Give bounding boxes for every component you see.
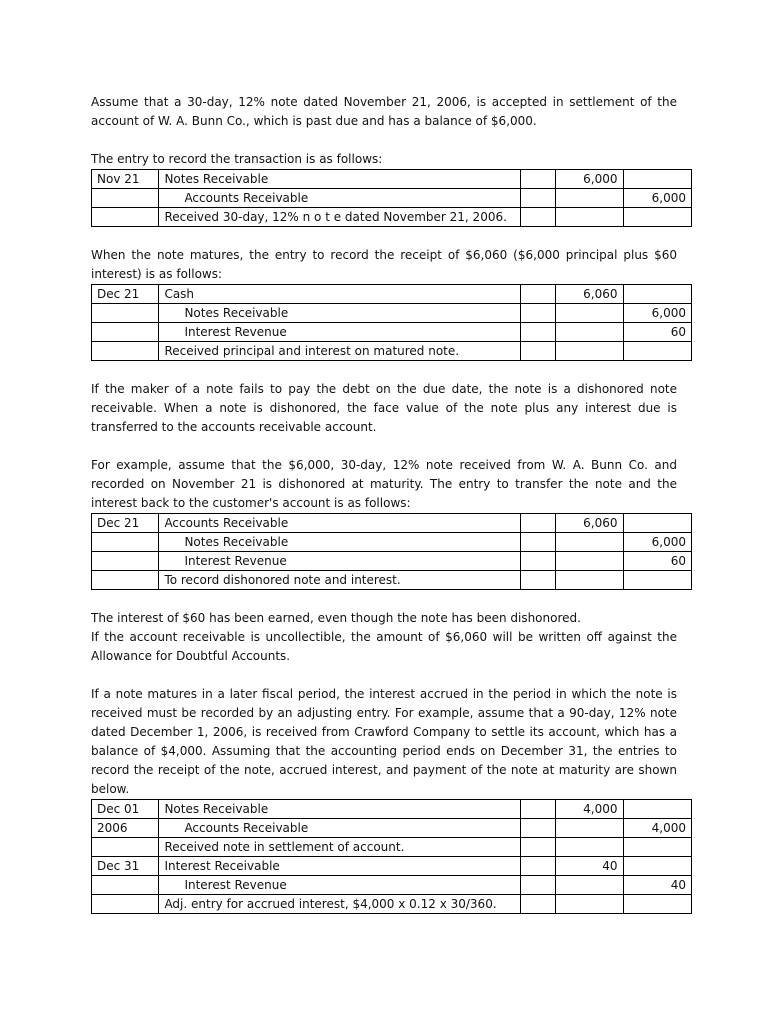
interest-earned-text: The interest of $60 has been earned, even though the note has been dishonored. — [91, 611, 581, 625]
account-cell: Accounts Receivable — [159, 514, 520, 533]
journal-table-note-matured — [91, 284, 692, 361]
debit-cell: 6,000 — [556, 170, 623, 189]
credit-cell: 6,000 — [623, 533, 691, 552]
credit-cell — [623, 800, 691, 819]
ref-cell — [520, 323, 555, 342]
account-cell: Interest Revenue — [159, 876, 520, 895]
credit-cell: 6,000 — [623, 304, 691, 323]
date-cell: Dec 31 — [92, 857, 159, 876]
explanation-cell: Received note in settlement of account. — [159, 838, 520, 857]
ref-cell — [520, 552, 555, 571]
table-row — [92, 895, 692, 914]
ref-cell — [520, 514, 555, 533]
table-row — [92, 819, 692, 838]
credit-cell: 40 — [623, 876, 691, 895]
explanation-cell: Received 30-day, 12% n o t e dated November 21, 2006. — [159, 208, 520, 227]
debit-cell — [556, 304, 623, 323]
date-cell — [92, 838, 159, 857]
credit-cell — [623, 342, 691, 361]
table-row — [92, 342, 692, 361]
account-cell: Interest Revenue — [159, 323, 520, 342]
table-row — [92, 533, 692, 552]
table-row — [92, 876, 692, 895]
ref-cell — [520, 571, 555, 590]
table-row — [92, 208, 692, 227]
account-cell: Interest Revenue — [159, 552, 520, 571]
account-cell: Notes Receivable — [159, 800, 520, 819]
explanation-cell: Received principal and interest on matured note. — [159, 342, 520, 361]
example-paragraph: For example, assume that the $6,000, 30-day, 12% note received from W. A. Bunn Co. and recorded on November 21 is dishonored at maturity. The entry to transfer the note and the interest back to the customer's account is as follows: — [91, 458, 677, 510]
credit-cell — [623, 285, 691, 304]
later-period-paragraph: If a note matures in a later fiscal period, the interest accrued in the period in which the note is received must be recorded by an adjusting entry. For example, assume that a 90-day, 12% note dated December 1, 2006, is received from Crawford Company to settle its account, which has a balance of $4,000. Assuming that the accounting period ends on December 31, the entries to record the receipt of the note, accrued interest, and payment of the note at maturity are shown below. — [91, 687, 677, 796]
table-row — [92, 514, 692, 533]
ref-cell — [520, 189, 555, 208]
ref-cell — [520, 170, 555, 189]
account-cell: Accounts Receivable — [159, 189, 520, 208]
table-row — [92, 857, 692, 876]
date-cell — [92, 552, 159, 571]
debit-cell — [556, 895, 623, 914]
debit-cell — [556, 208, 623, 227]
credit-cell — [623, 838, 691, 857]
debit-cell: 4,000 — [556, 800, 623, 819]
date-cell — [92, 189, 159, 208]
debit-cell — [556, 571, 623, 590]
uncollectible-paragraph: If the account receivable is uncollectible, the amount of $6,060 will be written off against the Allowance for Doubtful Accounts. — [91, 630, 677, 663]
intro-paragraph: Assume that a 30-day, 12% note dated November 21, 2006, is accepted in settlement of the account of W. A. Bunn Co., which is past due and has a balance of $6,000. — [91, 95, 677, 128]
debit-cell — [556, 876, 623, 895]
table-row — [92, 189, 692, 208]
ref-cell — [520, 800, 555, 819]
table-row — [92, 323, 692, 342]
debit-cell: 6,060 — [556, 514, 623, 533]
ref-cell — [520, 838, 555, 857]
debit-cell: 40 — [556, 857, 623, 876]
date-cell — [92, 876, 159, 895]
ref-cell — [520, 895, 555, 914]
ref-cell — [520, 285, 555, 304]
account-cell: Notes Receivable — [159, 533, 520, 552]
debit-cell — [556, 323, 623, 342]
credit-cell — [623, 170, 691, 189]
credit-cell: 60 — [623, 552, 691, 571]
debit-cell: 6,060 — [556, 285, 623, 304]
date-cell — [92, 304, 159, 323]
table-row — [92, 571, 692, 590]
maturity-paragraph: When the note matures, the entry to record the receipt of $6,060 ($6,000 principal plus $60 interest) is as follows: — [91, 248, 677, 281]
date-cell — [92, 533, 159, 552]
ref-cell — [520, 304, 555, 323]
credit-cell — [623, 571, 691, 590]
credit-cell — [623, 895, 691, 914]
journal-table-accrued-interest — [91, 799, 692, 914]
credit-cell: 60 — [623, 323, 691, 342]
credit-cell — [623, 514, 691, 533]
explanation-cell: To record dishonored note and interest. — [159, 571, 520, 590]
explanation-cell: Adj. entry for accrued interest, $4,000 x 0.12 x 30/360. — [159, 895, 520, 914]
debit-cell — [556, 342, 623, 361]
account-cell: Interest Receivable — [159, 857, 520, 876]
account-cell: Notes Receivable — [159, 170, 520, 189]
ref-cell — [520, 819, 555, 838]
debit-cell — [556, 552, 623, 571]
credit-cell: 4,000 — [623, 819, 691, 838]
date-cell — [92, 895, 159, 914]
date-cell: 2006 — [92, 819, 159, 838]
ref-cell — [520, 857, 555, 876]
debit-cell — [556, 533, 623, 552]
date-cell: Nov 21 — [92, 170, 159, 189]
debit-cell — [556, 189, 623, 208]
table-row — [92, 285, 692, 304]
journal-table-note-received — [91, 169, 692, 227]
date-cell — [92, 323, 159, 342]
date-cell — [92, 208, 159, 227]
document-page — [91, 93, 686, 914]
credit-cell — [623, 857, 691, 876]
table-row — [92, 552, 692, 571]
date-cell: Dec 01 — [92, 800, 159, 819]
credit-cell: 6,000 — [623, 189, 691, 208]
table-row — [92, 170, 692, 189]
ref-cell — [520, 533, 555, 552]
ref-cell — [520, 876, 555, 895]
account-cell: Notes Receivable — [159, 304, 520, 323]
date-cell — [92, 571, 159, 590]
table-row — [92, 304, 692, 323]
date-cell — [92, 342, 159, 361]
date-cell: Dec 21 — [92, 514, 159, 533]
debit-cell — [556, 838, 623, 857]
account-cell: Accounts Receivable — [159, 819, 520, 838]
table-row — [92, 800, 692, 819]
credit-cell — [623, 208, 691, 227]
entry-intro-text: The entry to record the transaction is as follows: — [91, 152, 383, 166]
ref-cell — [520, 208, 555, 227]
account-cell: Cash — [159, 285, 520, 304]
journal-table-dishonored — [91, 513, 692, 590]
date-cell: Dec 21 — [92, 285, 159, 304]
debit-cell — [556, 819, 623, 838]
ref-cell — [520, 342, 555, 361]
dishonored-paragraph: If the maker of a note fails to pay the debt on the due date, the note is a dishonored note receivable. When a note is dishonored, the face value of the note plus any interest due is transferred to the accounts receivable account. — [91, 382, 677, 434]
table-row — [92, 838, 692, 857]
